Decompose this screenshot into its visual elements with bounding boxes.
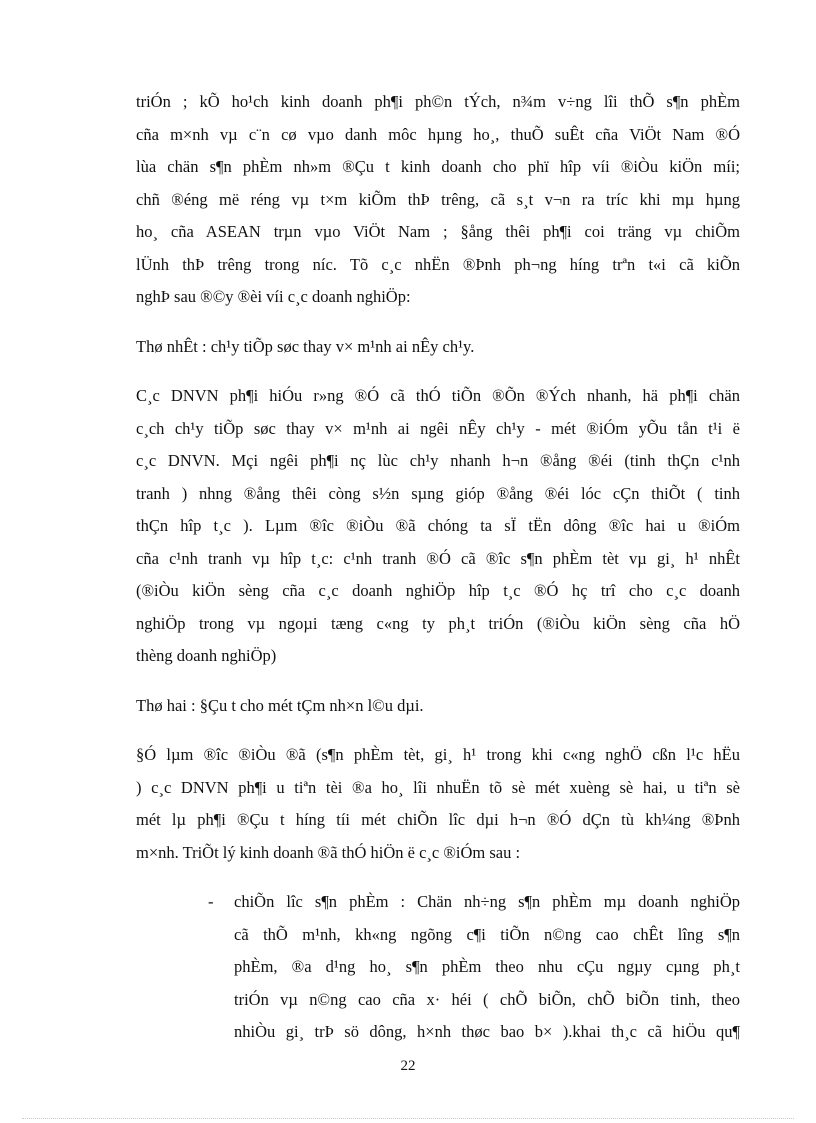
heading-thu-hai bbox=[136, 690, 740, 723]
paragraph-1 bbox=[136, 86, 740, 314]
paragraph-3 bbox=[136, 739, 740, 869]
text-line: lùa chän s¶n phÈm nh»m ®Çu t kinh doanh cho phï hîp víi ®iÒu kiÖn míi; bbox=[136, 157, 740, 176]
text-line: triÓn vµ n©ng cao cña x· héi ( chÕ biÕn, chÕ biÕn tinh, theo bbox=[234, 989, 740, 1009]
text-line: nhiÒu gi¸ trÞ sö dông, h×nh thøc bao b× ).khai th¸c cã hiÖu qu¶ bbox=[234, 1022, 740, 1041]
text-line: nghÞ sau ®©y ®èi víi c¸c doanh nghiÖp: bbox=[136, 287, 411, 306]
text-line: phÈm, ®a d¹ng ho¸ s¶n phÈm theo nhu cÇu ngµy cµng ph¸t bbox=[234, 957, 740, 976]
paragraph-2 bbox=[136, 380, 740, 673]
text-line: ho¸ cña ASEAN trµn vµo ViÖt Nam ; §ång thêi ph¶i coi träng vµ chiÕm bbox=[136, 222, 740, 241]
text-line: Thø hai : §Çu t cho mét tÇm nh×n l©u dµi. bbox=[136, 695, 424, 715]
text-line: m×nh. TriÕt lý kinh doanh ®ã thÓ hiÖn ë c¸c ®iÓm sau : bbox=[136, 842, 521, 862]
text-line: cña m×nh vµ c¨n cø vµo danh môc hµng ho¸, thuÕ suÊt cña ViÖt Nam ®Ó bbox=[136, 124, 740, 144]
text-line: tranh ) nhng ®ång thêi còng s½n sµng gióp ®ång ®éi lóc cÇn thiÕt ( tinh bbox=[136, 483, 740, 503]
text-line: nghiÖp trong vµ ngoµi tæng c«ng ty ph¸t triÓn (®iÒu kiÖn sèng cña hÖ bbox=[136, 613, 740, 633]
text-line: thèng doanh nghiÖp) bbox=[136, 646, 277, 665]
paragraph-spacer bbox=[136, 869, 740, 886]
text-line: ) c¸c DNVN ph¶i u tiªn tèi ®a ho¸ lîi nhuËn tõ sè mét xuèng sè hai, u tiªn sè bbox=[136, 777, 740, 797]
bullet-list-item bbox=[208, 886, 740, 1049]
text-line: C¸c DNVN ph¶i hiÓu r»ng ®Ó cã thÓ tiÕn ®Õn ®Ých nhanh, hä ph¶i chän bbox=[136, 386, 740, 405]
text-line: cã thÕ m¹nh, kh«ng ngõng c¶i tiÕn n©ng cao chÊt lîng s¶n bbox=[234, 924, 740, 944]
paragraph-spacer bbox=[136, 673, 740, 690]
bullet-marker: - bbox=[208, 892, 214, 911]
text-line: mét lµ ph¶i ®Çu t híng tíi mét chiÕn lîc dµi h¬n ®Ó dÇn tù kh¼ng ®Þnh bbox=[136, 810, 740, 829]
paragraph-spacer bbox=[136, 722, 740, 739]
heading-thu-nhat bbox=[136, 331, 740, 364]
text-line: c¸ch ch¹y tiÕp søc thay v× m¹nh ai ngêi nÊy ch¹y - mét ®iÓm yÕu tån t¹i ë bbox=[136, 418, 740, 438]
page-break-divider bbox=[22, 1118, 794, 1119]
text-line: Thø nhÊt : ch¹y tiÕp søc thay v× m¹nh ai nÊy ch¹y. bbox=[136, 336, 475, 356]
paragraph-spacer bbox=[136, 363, 740, 380]
text-line: lÜnh thÞ trêng trong níc. Tõ c¸c nhËn ®Þnh ph¬ng híng trªn t«i cã kiÕn bbox=[136, 254, 740, 274]
text-line: triÓn ; kÕ ho¹ch kinh doanh ph¶i ph©n tÝch, n¾m v÷ng lîi thÕ s¶n phÈm bbox=[136, 92, 740, 111]
text-line: chñ ®éng më réng vµ t×m kiÕm thÞ trêng, cã s¸t v¬n ra tríc khi mµ hµng bbox=[136, 189, 740, 209]
text-line: cña c¹nh tranh vµ hîp t¸c: c¹nh tranh ®Ó cã ®îc s¶n phÈm tèt vµ gi¸ h¹ nhÊt bbox=[136, 548, 740, 568]
text-line: §Ó lµm ®îc ®iÒu ®ã (s¶n phÈm tèt, gi¸ h¹ trong khi c«ng nghÖ cßn l¹c hËu bbox=[136, 745, 740, 764]
bullet-text bbox=[234, 886, 740, 1049]
text-line: thÇn hîp t¸c ). Lµm ®îc ®iÒu ®ã chóng ta sÏ tËn dông ®îc hai u ®iÓm bbox=[136, 516, 740, 535]
text-line: (®iÒu kiÖn sèng cña c¸c doanh nghiÖp hîp t¸c ®Ó hç trî cho c¸c doanh bbox=[136, 581, 740, 600]
text-line: chiÕn lîc s¶n phÈm : Chän nh÷ng s¶n phÈm mµ doanh nghiÖp bbox=[234, 892, 740, 911]
page-number: 22 bbox=[400, 1058, 416, 1074]
paragraph-spacer bbox=[136, 314, 740, 331]
text-line: c¸c DNVN. Mçi ngêi ph¶i nç lùc ch¹y nhanh h¬n ®ång ®éi (tinh thÇn c¹nh bbox=[136, 451, 740, 470]
body-text bbox=[136, 86, 740, 1049]
